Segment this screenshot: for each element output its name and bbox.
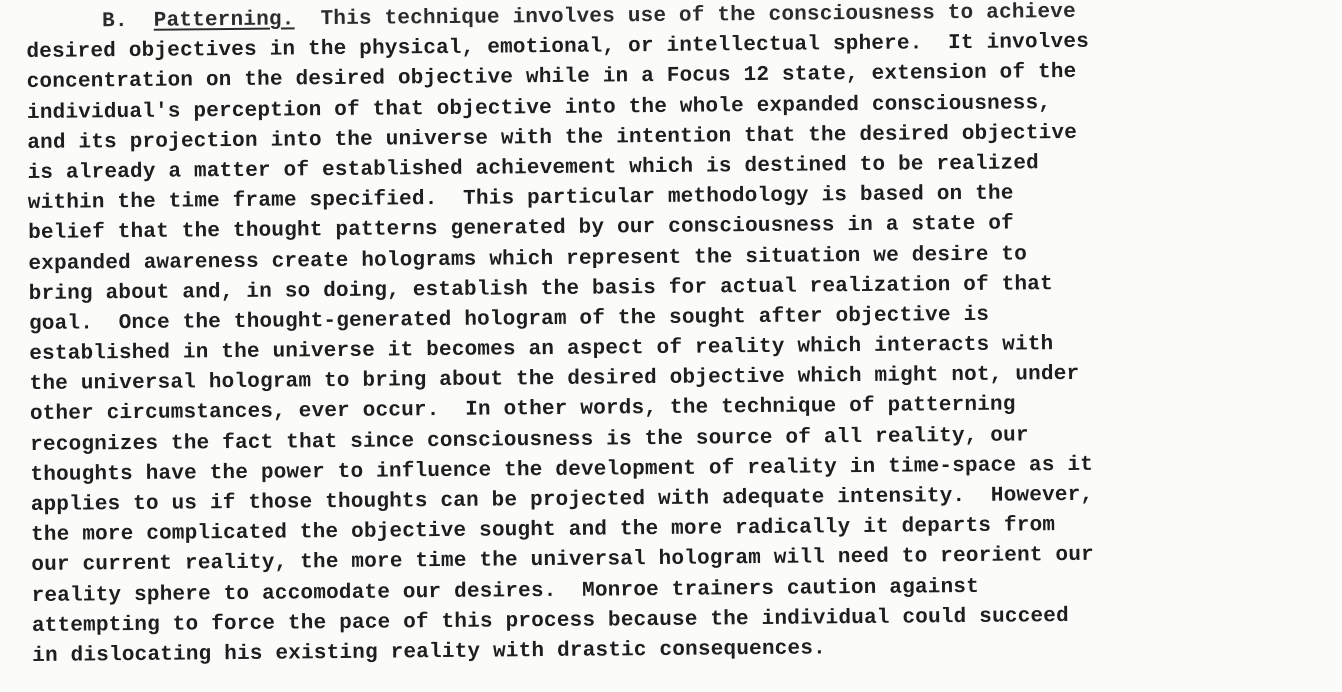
text-line: recognizes the fact that since consciousness is the source of all reality, our xyxy=(30,424,1029,457)
text-line: within the time frame specified. This particular methodology is based on the xyxy=(27,182,1014,216)
text-line: other circumstances, ever occur. In other words, the technique of patterning xyxy=(29,393,1016,427)
text-line: the universal hologram to bring about the desired objective which might not, under xyxy=(29,363,1080,397)
text-line: individual's perception of that objective into the whole expanded consciousness, xyxy=(26,91,1052,125)
first-line-text: This technique involves use of the consciousness to achieve xyxy=(320,0,1076,32)
text-line: applies to us if those thoughts can be projected with adequate intensity. However, xyxy=(30,483,1094,517)
text-line: goal. Once the thought-generated hologram of the sought after objective is xyxy=(28,303,990,336)
text-line: thoughts have the power to influence the development of reality in time-space as it xyxy=(30,453,1094,487)
text-line: is already a matter of established achievement which is destined to be realized xyxy=(27,152,1040,185)
text-line: desired objectives in the physical, emotional, or intellectual sphere. It involves xyxy=(26,30,1090,65)
text-line: in dislocating his existing reality with drastic consequences. xyxy=(32,637,827,668)
text-line: bring about and, in so doing, establish the basis for actual realization of that xyxy=(28,272,1053,306)
text-line: reality sphere to accomodate our desires. Monroe trainers caution against xyxy=(31,575,980,608)
text-line: expanded awareness create holograms which represent the situation we desire to xyxy=(28,242,1028,276)
patterning-paragraph xyxy=(26,0,1332,672)
text-line: belief that the thought patterns generated by our consciousness in a state of xyxy=(28,212,1014,246)
text-line: concentration on the desired objective while in a Focus 12 state, extension of the xyxy=(26,61,1077,95)
text-line: established in the universe it becomes an aspect of reality which interacts with xyxy=(29,333,1054,367)
text-line: the more complicated the objective sought and the more radically it departs from xyxy=(30,514,1056,548)
text-line: and its projection into the universe with the intention that the desired objective xyxy=(27,121,1078,155)
section-heading: Patterning. xyxy=(153,8,295,33)
section-label: B. xyxy=(102,10,128,34)
text-line: attempting to force the pace of this process because the individual could succeed xyxy=(31,604,1069,638)
text-line: our current reality, the more time the universal hologram will need to reorient our xyxy=(31,544,1094,578)
